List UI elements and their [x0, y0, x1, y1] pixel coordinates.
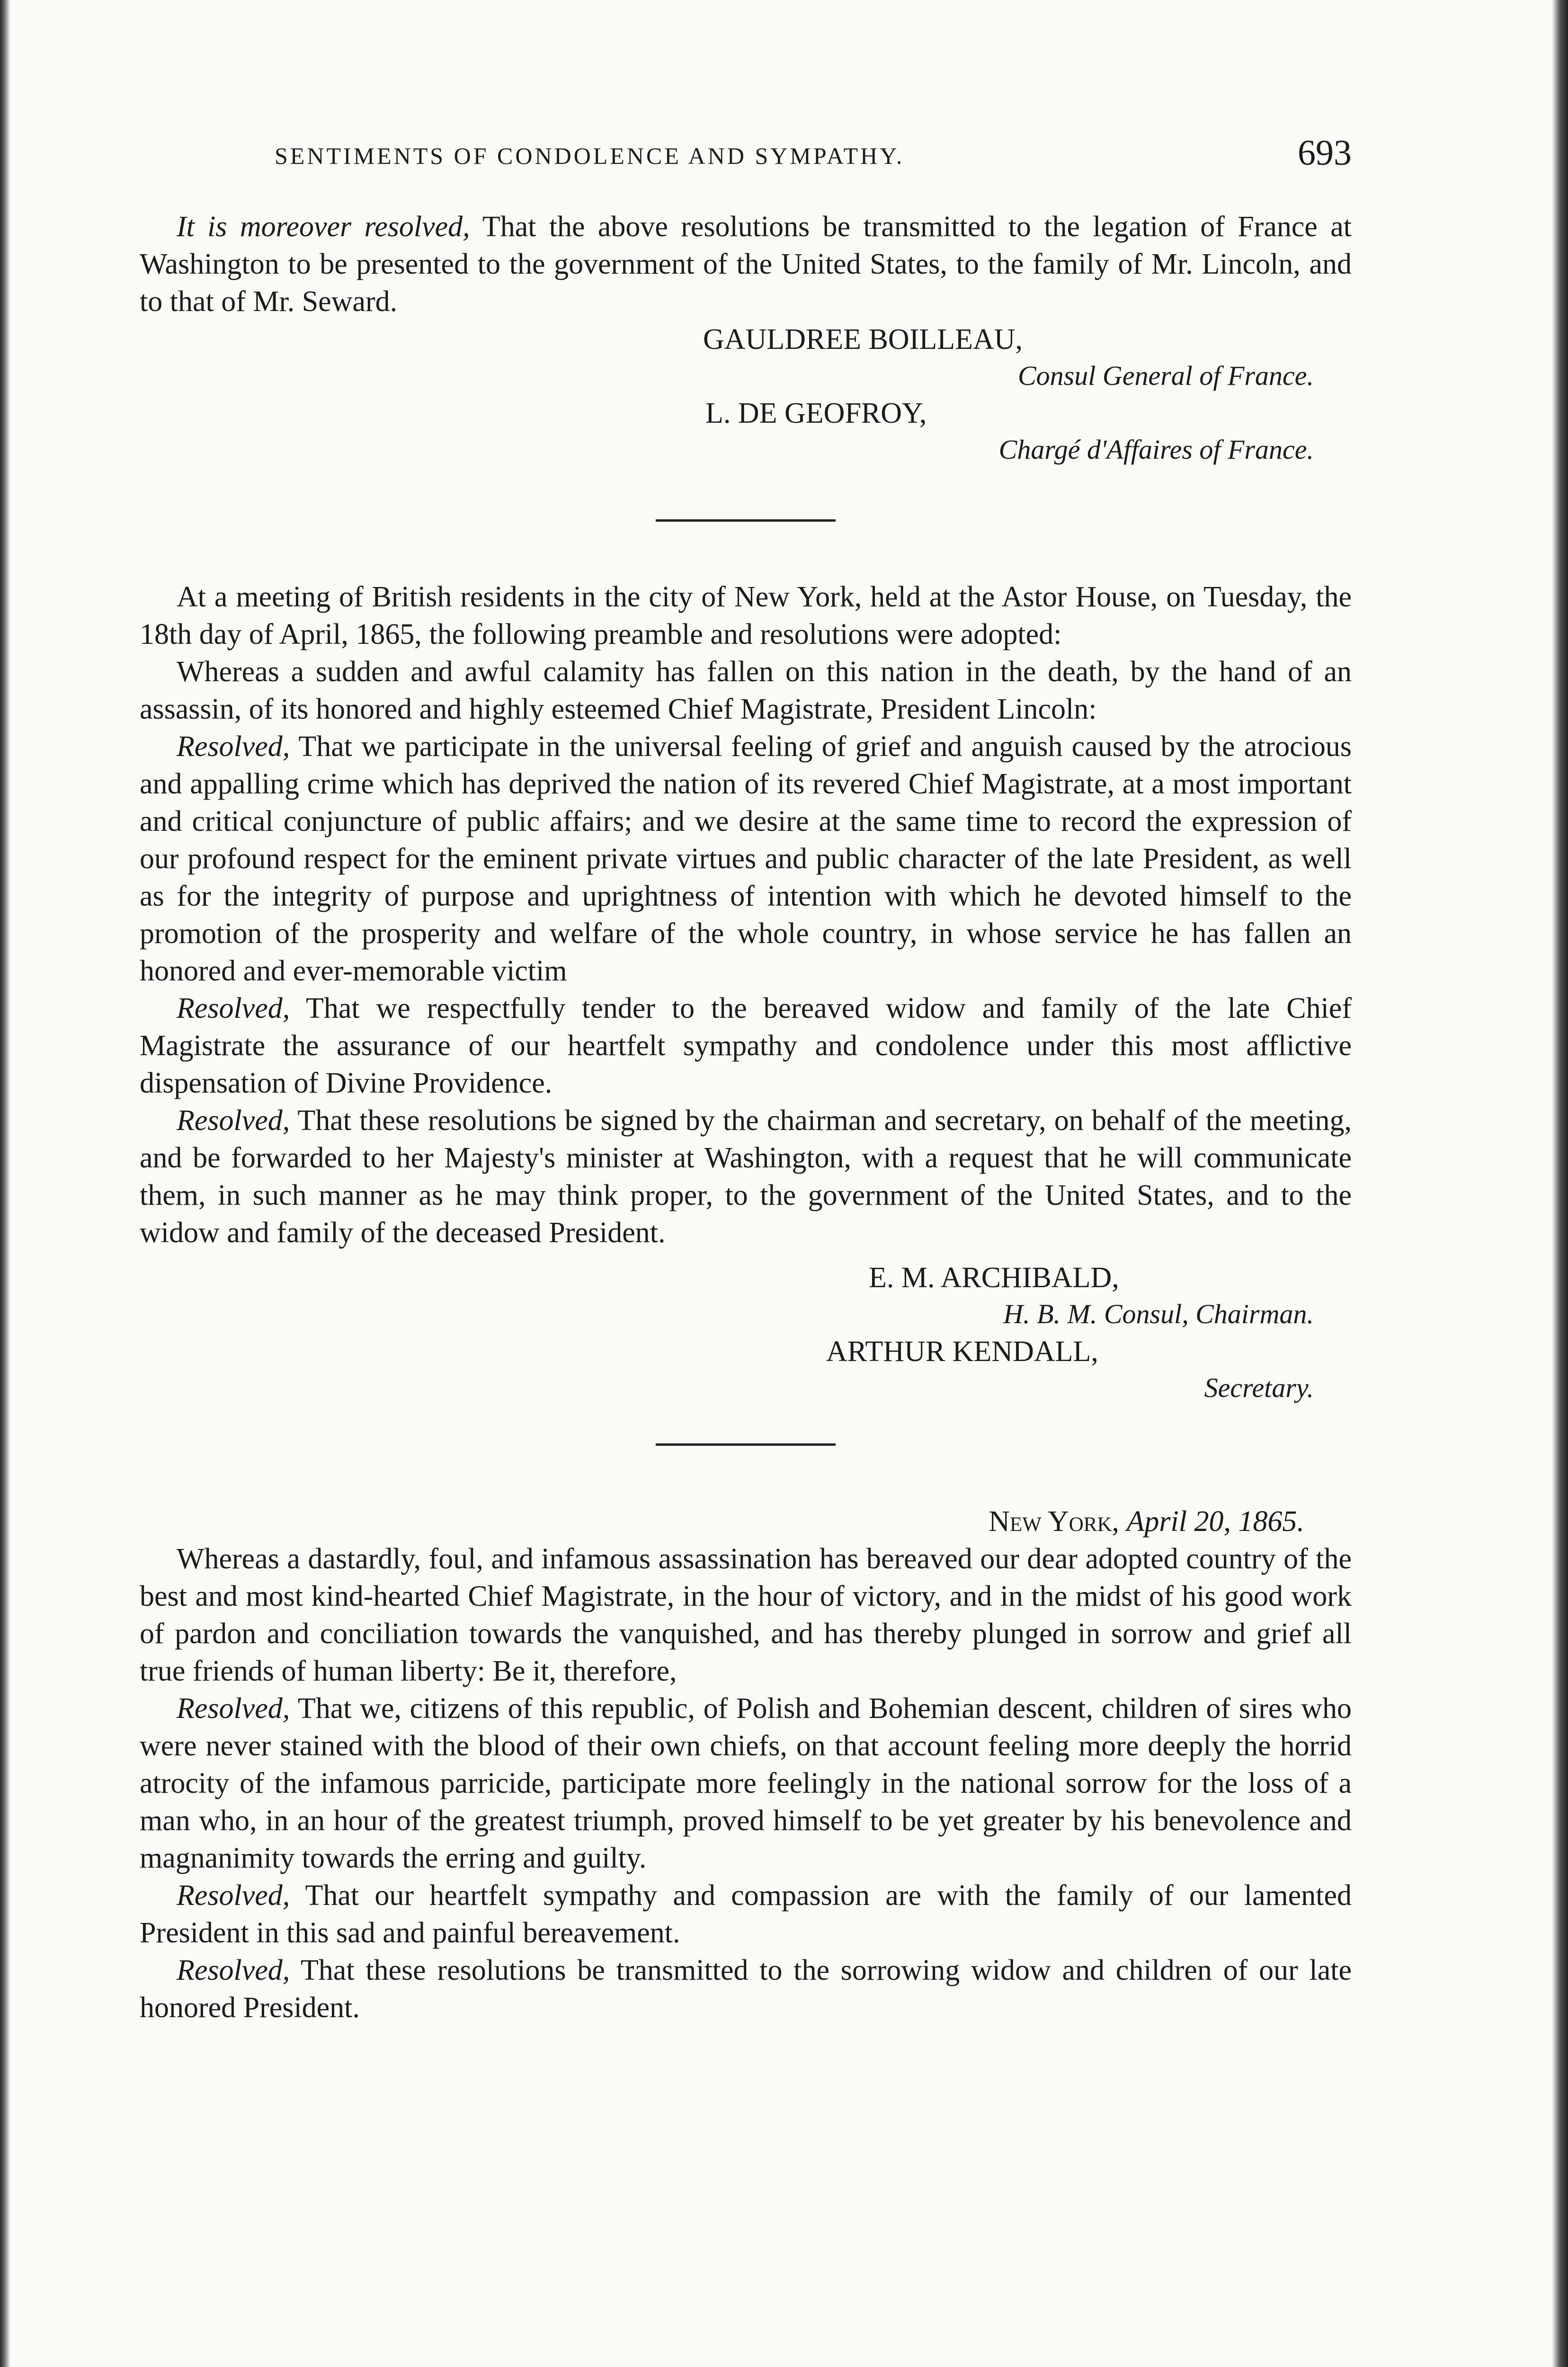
scan-edge-left — [0, 0, 10, 2367]
french-resolution-lead: It is moreover resolved, — [177, 211, 470, 243]
signatory-title: Consul General of France. — [1017, 360, 1314, 391]
document-page — [140, 133, 1352, 2027]
british-signatures — [140, 1259, 1352, 1415]
resolution-lead: Resolved, — [177, 1879, 290, 1912]
resolution-text: That we, citizens of this republic, of Polish and Bohemian descent, children of sires who were never stained with the blood of their own chiefs, on that account feeling more deeply the horrid atrocity of the infamous parricide, participate more feelingly in the national sorrow for the loss of a man who, in an hour of the greatest triumph, proved himself to be yet greater by his benevolence and magnanimity towards the erring and guilty. — [140, 1692, 1352, 1874]
dateline-place: New York, — [989, 1505, 1120, 1538]
signatory-title: Secretary. — [1204, 1372, 1314, 1403]
resolution-lead: Resolved, — [177, 1954, 290, 1986]
signatory-name: ARTHUR KENDALL, — [826, 1335, 1098, 1368]
resolution-lead: Resolved, — [177, 1104, 290, 1137]
resolution-text: That these resolutions be transmitted to the sorrowing widow and children of our late honored President. — [140, 1954, 1352, 2024]
british-resolution — [140, 990, 1352, 1102]
british-resolution — [140, 1102, 1352, 1252]
running-head: SENTIMENTS OF CONDOLENCE AND SYMPATHY. — [275, 142, 905, 169]
page-header — [140, 133, 1352, 185]
resolution-text: That we participate in the universal feeling of grief and anguish caused by the atrocious and appalling crime which has deprived the nation of its revered Chief Magistrate, at a most important and critical conjuncture of public affairs; and we desire at the same time to record the expression of our profound respect for the eminent private virtues and public character of the late President, as well as for the integrity of purpose and uprightness of intention with which he devoted himself to the promotion of the prosperity and welfare of the whole country, in whose service he has fallen an honored and ever-memorable victim — [140, 730, 1352, 987]
polish-resolution — [140, 1952, 1352, 2027]
british-intro: At a meeting of British residents in the city of New York, held at the Astor House, on Tuesday, the 18th day of April, 1865, the following preamble and resolutions were adopted: — [140, 581, 1352, 650]
polish-resolution — [140, 1877, 1352, 1952]
resolution-lead: Resolved, — [177, 730, 290, 763]
dateline — [140, 1503, 1352, 1540]
british-resolution — [140, 728, 1352, 990]
polish-whereas: Whereas a dastardly, foul, and infamous assassination has bereaved our dear adopted country of the best and most kind-hearted Chief Magistrate, in the hour of victory, and in the midst of his good work of pardon and conciliation towards the vanquished, and has thereby plunged in sorrow and grief all true friends of human liberty: Be it, therefore, — [140, 1543, 1352, 1687]
british-whereas: Whereas a sudden and awful calamity has fallen on this nation in the death, by the hand of an assassin, of its honored and highly esteemed Chief Magistrate, President Lincoln: — [140, 656, 1352, 725]
polish-resolution — [140, 1690, 1352, 1877]
resolution-lead: Resolved, — [177, 992, 290, 1024]
section-divider — [656, 519, 836, 522]
resolution-text: That we respectfully tender to the bereaved widow and family of the late Chief Magistrate the assurance of our heartfelt sympathy and condolence under this most afflictive dispensation of Divine Providence. — [140, 992, 1352, 1099]
signatory-name: E. M. ARCHIBALD, — [869, 1262, 1119, 1294]
signatory-name: GAULDREE BOILLEAU, — [703, 323, 1023, 356]
signatory-title: H. B. M. Consul, Chairman. — [1003, 1299, 1314, 1329]
french-resolution — [140, 208, 1352, 320]
section-divider — [656, 1443, 836, 1446]
signatory-name: L. DE GEOFROY, — [705, 397, 927, 429]
resolution-text: That our heartfelt sympathy and compassion are with the family of our lamented President in this sad and painful bereavement. — [140, 1879, 1352, 1949]
french-resolution-text: That the above resolutions be transmitted to the legation of France at Washington to be presented to the government of the United States, to the family of Mr. Lincoln, and to that of Mr. Seward. — [140, 211, 1352, 318]
dateline-date: April 20, 1865. — [1126, 1505, 1304, 1538]
page-number: 693 — [1298, 133, 1352, 173]
resolution-text: That these resolutions be signed by the chairman and secretary, on behalf of the meeting, and be forwarded to her Majesty's minister at Washington, with a request that he will communicate them, in such manner as he may think proper, to the government of the United States, and to the widow and family of the deceased President. — [140, 1104, 1352, 1249]
resolution-lead: Resolved, — [177, 1692, 290, 1725]
french-signatures — [140, 320, 1352, 467]
scan-edge-right — [1552, 0, 1568, 2367]
signatory-title: Chargé d'Affaires of France. — [998, 434, 1314, 465]
